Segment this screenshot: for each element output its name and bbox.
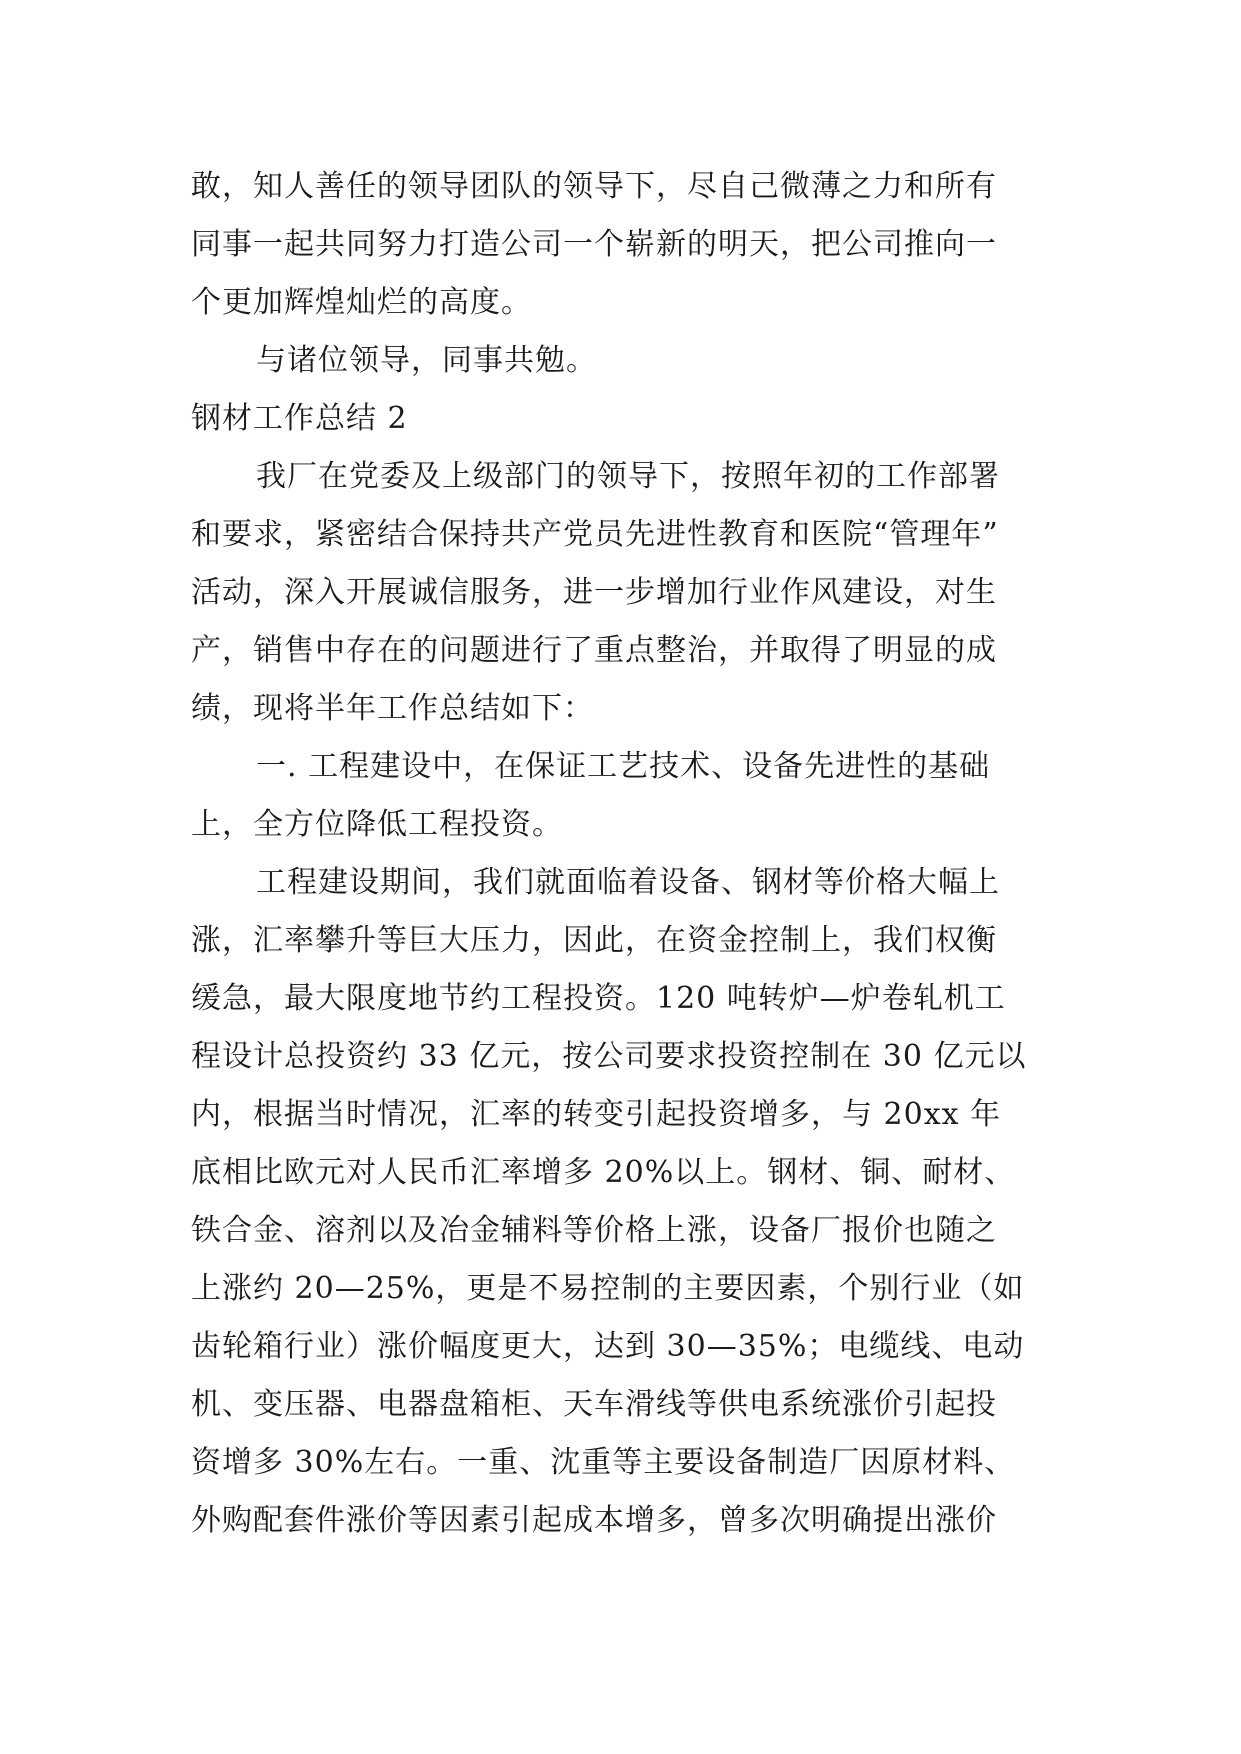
document-body — [191, 158, 1051, 1550]
section-heading: 钢材工作总结 2 — [191, 401, 408, 436]
body-line: 上涨约 20—25%，更是不易控制的主要因素，个别行业（如 — [191, 1271, 1025, 1306]
paragraph-line: 我厂在党委及上级部门的领导下，按照年初的工作部署 — [256, 459, 1000, 494]
body-line: 产，销售中存在的问题进行了重点整治，并取得了明显的成 — [191, 633, 997, 668]
body-line: 涨，汇率攀升等巨大压力，因此，在资金控制上，我们权衡 — [191, 923, 997, 958]
body-line: 活动，深入开展诚信服务，进一步增加行业作风建设，对生 — [191, 575, 997, 610]
paragraph-line: 工程建设期间，我们就面临着设备、钢材等价格大幅上 — [256, 865, 1000, 900]
body-line: 程设计总投资约 33 亿元，按公司要求投资控制在 30 亿元以 — [191, 1039, 1027, 1074]
paragraph-line: 一. 工程建设中，在保证工艺技术、设备先进性的基础 — [256, 749, 991, 784]
body-line: 同事一起共同努力打造公司一个崭新的明天，把公司推向一 — [191, 227, 997, 262]
body-line: 资增多 30%左右。一重、沈重等主要设备制造厂因原材料、 — [191, 1445, 1016, 1480]
body-line: 底相比欧元对人民币汇率增多 20%以上。钢材、铜、耐材、 — [191, 1155, 1016, 1190]
body-line: 内，根据当时情况，汇率的转变引起投资增多，与 20xx 年 — [191, 1097, 1002, 1132]
body-line: 上，全方位降低工程投资。 — [191, 807, 563, 842]
body-line: 齿轮箱行业）涨价幅度更大，达到 30—35%；电缆线、电动 — [191, 1329, 1025, 1364]
body-line: 绩，现将半年工作总结如下： — [191, 691, 594, 726]
body-line: 敢，知人善任的领导团队的领导下，尽自己微薄之力和所有 — [191, 169, 997, 204]
body-line: 外购配套件涨价等因素引起成本增多，曾多次明确提出涨价 — [191, 1503, 997, 1538]
body-line: 个更加辉煌灿烂的高度。 — [191, 285, 532, 320]
body-line: 机、变压器、电器盘箱柜、天车滑线等供电系统涨价引起投 — [191, 1387, 997, 1422]
body-line: 缓急，最大限度地节约工程投资。120 吨转炉—炉卷轧机工 — [191, 981, 1006, 1016]
body-line: 和要求，紧密结合保持共产党员先进性教育和医院“管理年” — [191, 517, 999, 552]
paragraph-line: 与诸位领导，同事共勉。 — [256, 343, 597, 378]
body-line: 铁合金、溶剂以及冶金辅料等价格上涨，设备厂报价也随之 — [191, 1213, 997, 1248]
